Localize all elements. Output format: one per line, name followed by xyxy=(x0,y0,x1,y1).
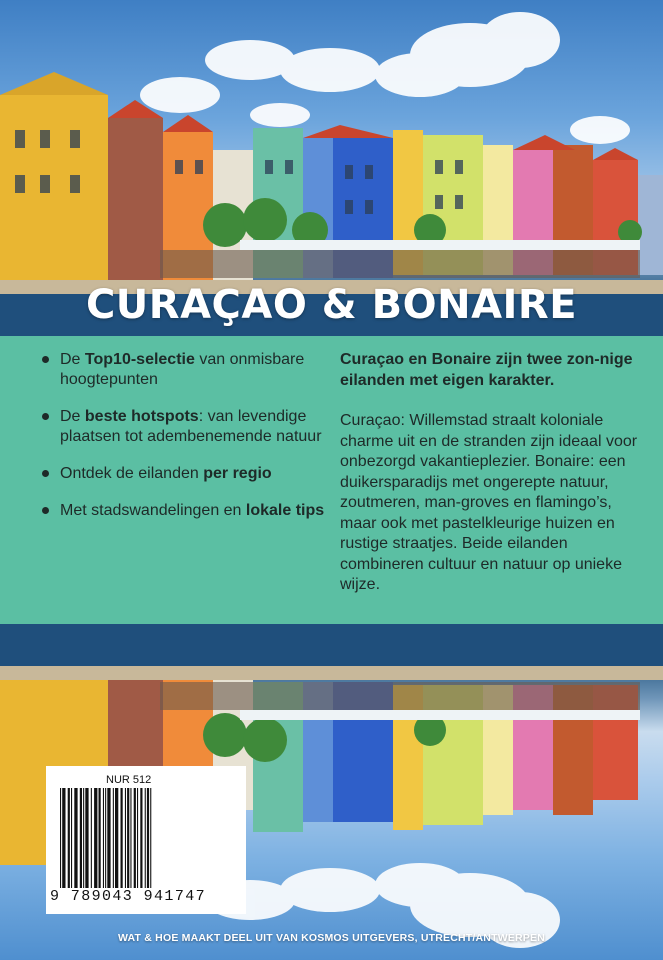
barcode-bar xyxy=(85,788,88,888)
barcode-bar xyxy=(71,788,72,888)
barcode-bar xyxy=(74,788,77,888)
barcode-bar xyxy=(91,788,92,888)
list-item: Ontdek de eilanden per regio xyxy=(40,464,330,484)
barcode-bar xyxy=(115,788,118,888)
barcode-bar xyxy=(140,788,142,888)
isbn-number: 9 789043 941747 xyxy=(50,888,207,905)
cover-title: CURAÇAO & BONAIRE xyxy=(85,282,578,328)
barcode-bar xyxy=(150,788,151,888)
barcode-bar xyxy=(68,788,70,888)
barcode-bar xyxy=(80,788,82,888)
barcode-bar xyxy=(60,788,61,888)
barcode-bar xyxy=(130,788,131,888)
feature-list xyxy=(40,350,330,538)
description xyxy=(340,350,640,596)
list-item: De Top10-selectie van onmisbare hoogtepunten xyxy=(40,350,330,390)
list-item: De beste hotspots: van levendige plaatsen tot adembenemende natuur xyxy=(40,407,330,447)
barcode-bar xyxy=(99,788,101,888)
barcode-bar xyxy=(145,788,146,888)
barcode-bar xyxy=(147,788,149,888)
barcode-bar xyxy=(83,788,84,888)
barcode-bar xyxy=(103,788,104,888)
barcode xyxy=(46,766,246,914)
barcode-bar xyxy=(105,788,106,888)
description-intro: Curaçao en Bonaire zijn twee zon-nige eilanden met eigen karakter. xyxy=(340,351,633,389)
nur-code: NUR 512 xyxy=(106,774,152,786)
barcode-bar xyxy=(137,788,138,888)
barcode-bar xyxy=(62,788,65,888)
barcode-bar xyxy=(125,788,126,888)
list-item: Met stadswandelingen en lokale tips xyxy=(40,501,330,521)
publisher-footer: WAT & HOE MAAKT DEEL UIT VAN KOSMOS UITGEVERS, UTRECHT/ANTWERPEN xyxy=(118,932,545,944)
barcode-bars xyxy=(58,788,234,888)
barcode-bar xyxy=(94,788,97,888)
barcode-bar xyxy=(113,788,114,888)
barcode-bar xyxy=(121,788,123,888)
barcode-bar xyxy=(127,788,129,888)
barcode-bar xyxy=(134,788,136,888)
description-body: Curaçao: Willemstad straalt koloniale charme uit en de stranden zijn ideaal voor onbezorgd vakantieplezier. Bonaire: een duikersparadijs met ongerepte natuur, zoutmeren, man-groves en flamingo’s, maar ook met pastelkleurige huizen en rustige straatjes. Beide eilanden combineren cultuur en natuur op unieke wijze. xyxy=(340,412,638,593)
info-panel xyxy=(0,336,663,624)
barcode-bar xyxy=(107,788,110,888)
